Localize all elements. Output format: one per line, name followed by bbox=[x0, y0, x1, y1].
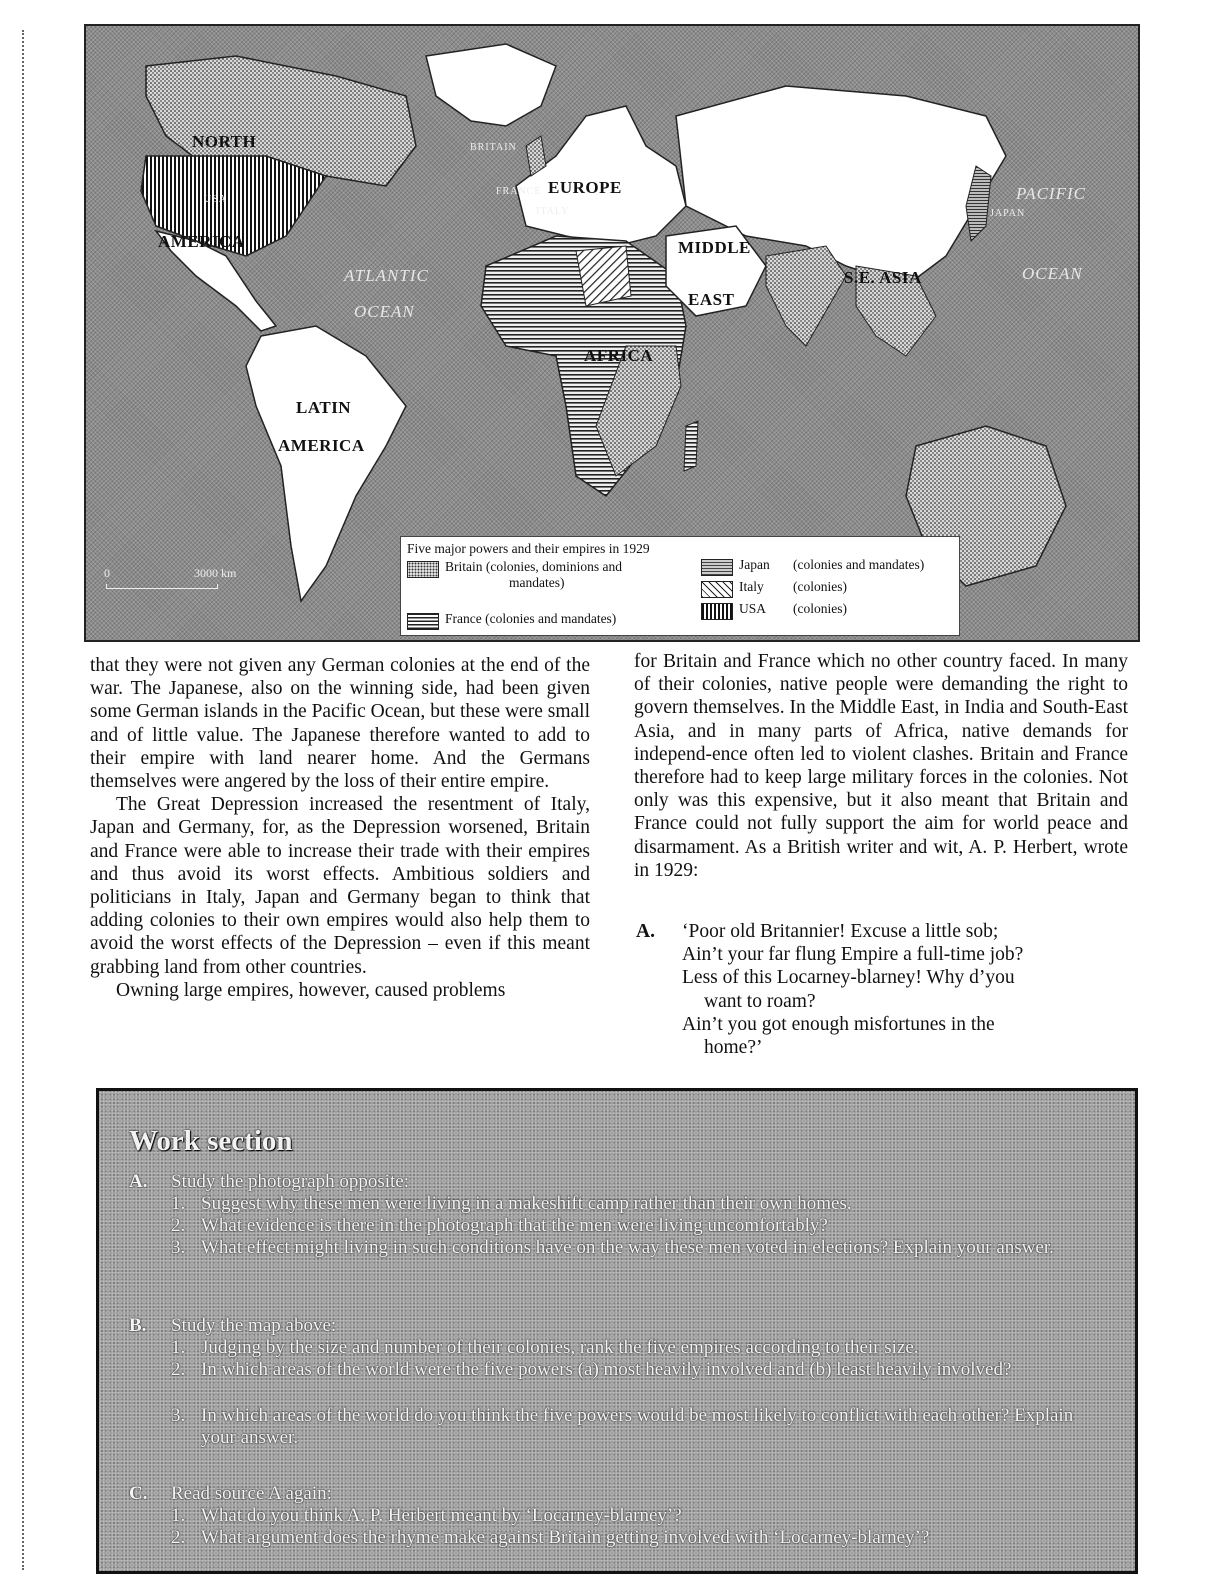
country-label-japan: JAPAN bbox=[990, 208, 1026, 219]
left-paragraph-3: Owning large empires, however, caused problems bbox=[116, 979, 506, 1001]
question-c-1-number: 1. bbox=[171, 1505, 186, 1526]
question-a-2-number: 2. bbox=[171, 1215, 186, 1236]
question-c-2-text: What argument does the rhyme make against Britain getting involved with ‘Locarney-blarney’? bbox=[201, 1527, 930, 1548]
ocean-label-pacific-ocean: OCEAN bbox=[1022, 264, 1083, 283]
question-b-3-text: In which areas of the world do you think the five powers would be most likely to conflict with each other? Explain your answer. bbox=[201, 1405, 1074, 1448]
legend-japan-swatch bbox=[701, 559, 733, 576]
legend-britain-label: Britain (colonies, dominions and bbox=[445, 559, 622, 574]
question-c-letter: C. bbox=[129, 1483, 148, 1504]
map-scale bbox=[104, 566, 254, 581]
text-column-left bbox=[90, 654, 590, 1002]
legend-britain-swatch bbox=[407, 561, 439, 578]
page-edge-mark bbox=[22, 30, 26, 1570]
legend-usa bbox=[701, 601, 847, 620]
legend-italy-swatch bbox=[701, 581, 733, 598]
question-b-letter: B. bbox=[129, 1315, 147, 1336]
question-b-1-text: Judging by the size and number of their colonies, rank the five empires according to their size. bbox=[201, 1337, 919, 1358]
question-a-3-text: What effect might living in such conditions have on the way these men voted in elections? Explain your answer. bbox=[201, 1237, 1054, 1258]
legend-usa-label: USA bbox=[739, 601, 767, 616]
question-b-2-text: In which areas of the world were the five powers (a) most heavily involved and (b) least heavily involved? bbox=[201, 1359, 1012, 1380]
map-legend bbox=[400, 536, 960, 636]
map-label-africa: AFRICA bbox=[584, 346, 654, 365]
question-a-2-text: What evidence is there in the photograph that the men were living uncomfortably? bbox=[201, 1215, 828, 1236]
map-label-se-asia: S.E. ASIA bbox=[844, 268, 922, 287]
question-b-heading: Study the map above: bbox=[171, 1315, 337, 1336]
map-label-north: NORTH bbox=[192, 132, 257, 151]
work-section-title: Work section bbox=[129, 1125, 293, 1157]
legend-usa-desc: (colonies) bbox=[793, 601, 847, 616]
country-label-britain: BRITAIN bbox=[470, 142, 517, 153]
legend-britain bbox=[407, 559, 622, 591]
scale-bar bbox=[106, 584, 218, 589]
legend-title: Five major powers and their empires in 1929 bbox=[407, 541, 650, 556]
question-a-heading: Study the photograph opposite: bbox=[171, 1171, 410, 1192]
ocean-label-atlantic: ATLANTIC bbox=[344, 266, 429, 285]
verse-line-3: Less of this Locarney-blarney! Why d’you bbox=[682, 967, 1015, 989]
map-label-latin: LATIN bbox=[296, 398, 352, 417]
map-label-america: AMERICA bbox=[158, 232, 245, 251]
verse-line-2: Ain’t your far flung Empire a full-time job? bbox=[682, 944, 1024, 966]
right-paragraph-1: for Britain and France which no other country faced. In many of their colonies, native people were demanding the right to govern themselves. In the Middle East, in India and South-East Asia, and in many parts of Africa, native demands for independ-ence often led to violent clashes. Britain and France therefore had to keep large military forces in the colonies. Not only was this expensive, but it also meant that Britain and France could not fully support the aim for world peace and disarmament. As a British writer and wit, A. P. Herbert, wrote in 1929: bbox=[634, 651, 1128, 881]
verse-line-6: home?’ bbox=[704, 1037, 763, 1059]
scale-distance: 3000 km bbox=[194, 566, 237, 580]
question-a-letter: A. bbox=[129, 1171, 148, 1192]
legend-italy-label: Italy bbox=[739, 579, 764, 594]
source-verse bbox=[682, 920, 1122, 1059]
work-section bbox=[96, 1088, 1138, 1574]
ocean-label-pacific: PACIFIC bbox=[1016, 184, 1086, 203]
legend-britain-text bbox=[445, 559, 622, 591]
text-column-right bbox=[634, 650, 1128, 882]
map-label-latin-america: AMERICA bbox=[278, 436, 365, 455]
madagascar-shape bbox=[684, 421, 698, 471]
question-c-heading: Read source A again: bbox=[171, 1483, 332, 1504]
legend-france bbox=[407, 611, 616, 630]
question-a-3-number: 3. bbox=[171, 1237, 186, 1258]
legend-italy-desc: (colonies) bbox=[793, 579, 847, 594]
left-paragraph-2: The Great Depression increased the resentment of Italy, Japan and Germany, for, as the Depression worsened, Britain and France were able to increase their trade with their empires and thus avoid its worst effects. Ambitious soldiers and politicians in Italy, Japan and Germany began to think that adding colonies to their own empires would also help them to avoid the worst effects of the Depression – even if this meant grabbing land from other countries. bbox=[90, 794, 590, 978]
india-shape bbox=[766, 246, 846, 346]
verse-line-4: want to roam? bbox=[704, 990, 816, 1012]
europe-shape bbox=[516, 106, 686, 246]
legend-italy bbox=[701, 579, 847, 598]
question-b-2-number: 2. bbox=[171, 1359, 186, 1380]
map-label-east: EAST bbox=[688, 290, 735, 309]
legend-usa-swatch bbox=[701, 603, 733, 620]
libya-shape bbox=[576, 246, 631, 306]
question-a-1-text: Suggest why these men were living in a makeshift camp rather than their own homes. bbox=[201, 1193, 852, 1214]
left-paragraph-1: that they were not given any German colonies at the end of the war. The Japanese, also on the winning side, had been given some German islands in the Pacific Ocean, but these were small and of little value. The Japanese therefore wanted to add to their empire with land nearer home. And the Germans themselves were angered by the loss of their entire empire. bbox=[90, 655, 590, 793]
legend-japan-label: Japan bbox=[739, 557, 770, 572]
legend-britain-label-cont: mandates) bbox=[509, 575, 565, 590]
map-label-europe: EUROPE bbox=[548, 178, 622, 197]
question-b-3-number: 3. bbox=[171, 1405, 186, 1426]
legend-france-label: France (colonies and mandates) bbox=[445, 611, 617, 626]
legend-france-swatch bbox=[407, 613, 439, 630]
country-label-france: FRANCE bbox=[496, 186, 542, 197]
greenland-shape bbox=[426, 44, 556, 126]
verse-line-5: Ain’t you got enough misfortunes in the bbox=[682, 1013, 995, 1035]
south-america-shape bbox=[246, 326, 406, 601]
question-a-1-number: 1. bbox=[171, 1193, 186, 1214]
legend-japan-desc: (colonies and mandates) bbox=[793, 557, 925, 572]
scale-zero: 0 bbox=[104, 566, 110, 580]
legend-japan bbox=[701, 557, 924, 576]
question-b-1-number: 1. bbox=[171, 1337, 186, 1358]
country-label-italy: ITALY bbox=[536, 206, 570, 217]
question-c-1-text: What do you think A. P. Herbert meant by ‘Locarney-blarney’? bbox=[201, 1505, 682, 1526]
question-c-2-number: 2. bbox=[171, 1527, 186, 1548]
ocean-label-atlantic-ocean: OCEAN bbox=[354, 302, 415, 321]
map-label-middle: MIDDLE bbox=[678, 238, 751, 257]
verse-line-1: ‘Poor old Britannier! Excuse a little sob; bbox=[682, 921, 999, 942]
empires-map bbox=[84, 24, 1140, 642]
source-marker: A. bbox=[636, 921, 655, 942]
country-label-usa: USA bbox=[204, 194, 228, 205]
